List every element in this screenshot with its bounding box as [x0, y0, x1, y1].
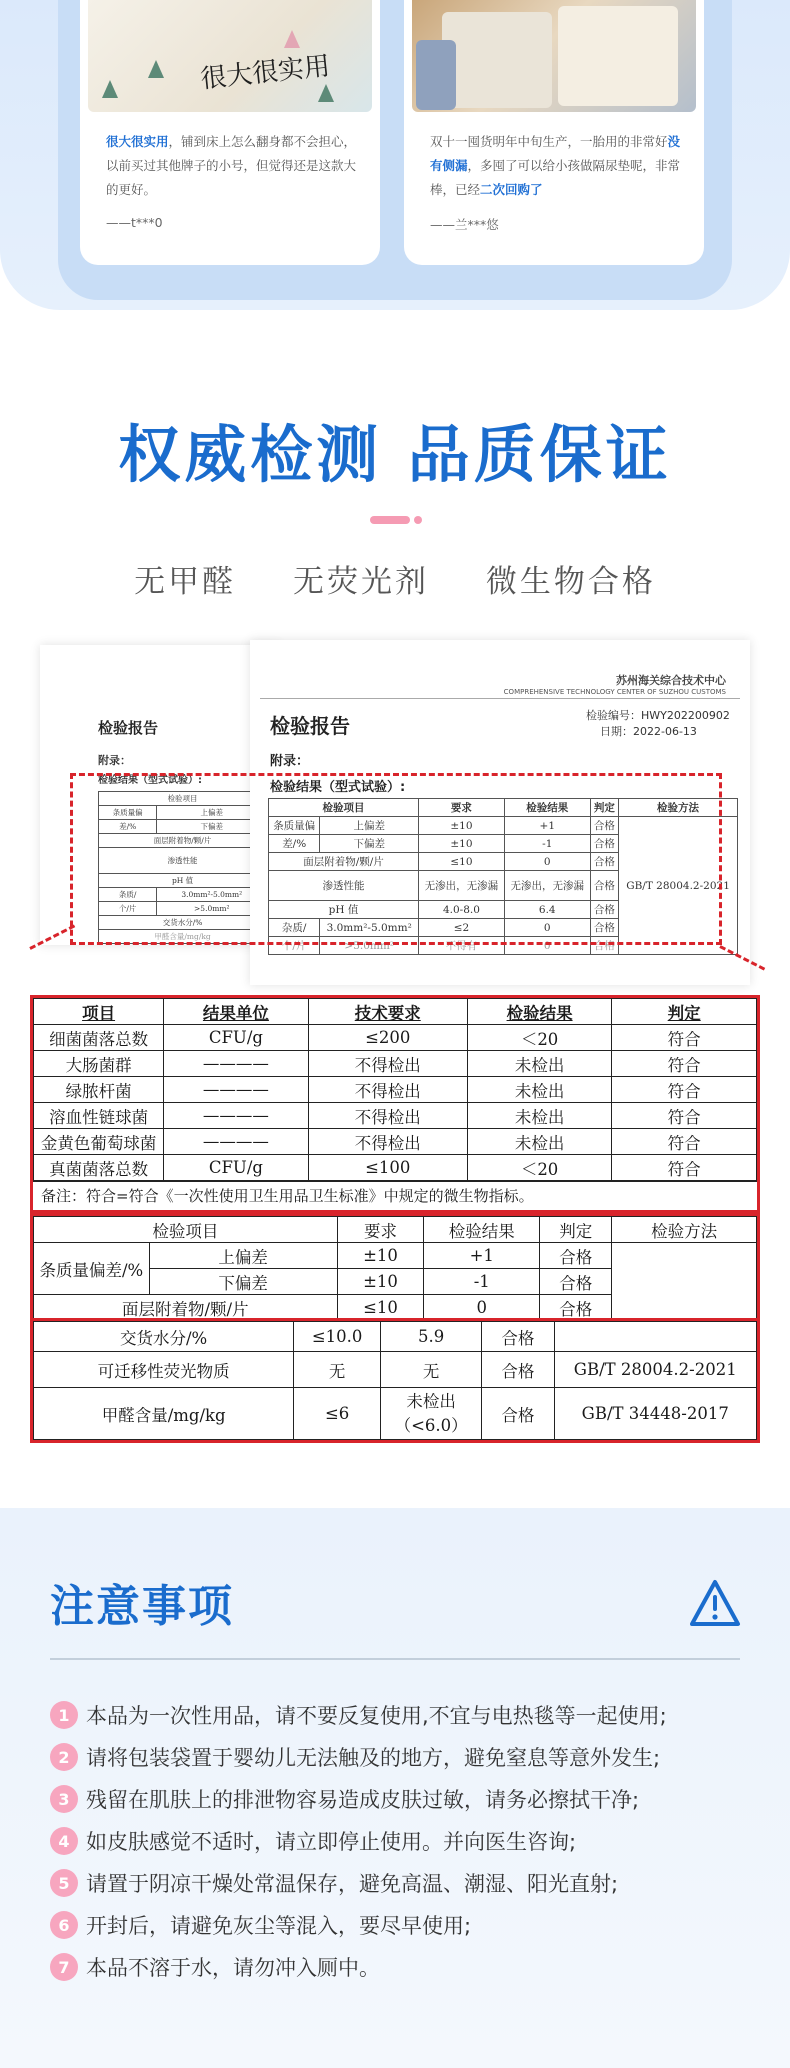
feature-label: 无甲醛 [134, 564, 237, 600]
review-text [430, 130, 686, 202]
col-header: 判定 [612, 999, 757, 1025]
list-item [50, 1778, 770, 1820]
list-item [50, 1862, 770, 1904]
title-underline-dash [370, 516, 410, 524]
review-highlight: 没有侧漏 [430, 134, 681, 173]
highlight-dashed-box [70, 773, 722, 945]
item-number-badge: 4 [50, 1827, 78, 1855]
col-header: 检验结果 [467, 999, 612, 1025]
item-number-badge: 3 [50, 1785, 78, 1813]
review-text [106, 130, 362, 202]
table-note: 备注：符合=符合《一次性使用卫生用品卫生标准》中规定的微生物指标。 [33, 1181, 757, 1210]
col-header: 检验结果 [424, 1217, 540, 1243]
list-item [50, 1904, 770, 1946]
report-result-label: 检验结果（型式试验）: [270, 780, 406, 795]
table-row: 条质量偏差/% 上偏差 ±10 +1 合格 [34, 1243, 757, 1269]
header-rule [260, 698, 740, 699]
table-row: 金黄色葡萄球菌 ———— 不得检出 未检出 符合 [34, 1129, 757, 1155]
list-item [50, 1736, 770, 1778]
tree-decoration [102, 80, 118, 98]
tree-decoration [148, 60, 164, 78]
report-result-label: 检验结果（型式试验）: [98, 775, 202, 786]
item-number-badge: 7 [50, 1953, 78, 1981]
table-row: 面层附着物/颗/片 ≤10 0 合格 [34, 1295, 757, 1321]
table-row: 绿脓杆菌 ———— 不得检出 未检出 符合 [34, 1077, 757, 1103]
table-row: 下偏差 ±10 -1 合格 [34, 1269, 757, 1295]
report-appendix: 附录： [98, 754, 131, 767]
review-highlight: 二次回购了 [480, 182, 543, 197]
feature-label: 无荧光剂 [293, 564, 429, 600]
quality-features [0, 556, 790, 601]
product-pack [416, 40, 456, 110]
notice-text: 本品不溶于水，请勿冲入厕中。 [86, 1956, 380, 1980]
review-photo [88, 0, 372, 112]
table-row: 溶血性链球菌 ———— 不得检出 未检出 符合 [34, 1103, 757, 1129]
list-item [50, 1820, 770, 1862]
tree-decoration [284, 30, 300, 48]
notice-text: 如皮肤感觉不适时，请立即停止使用。并向医生咨询; [86, 1830, 577, 1854]
table-row: 大肠菌群 ———— 不得检出 未检出 符合 [34, 1051, 757, 1077]
notice-text: 请置于阴凉干燥处常温保存，避免高温、潮湿、阳光直射; [86, 1872, 619, 1896]
review-body: ，铺到床上怎么翻身都不会担心，以前买过其他牌子的小号，但觉得还是这款大的更好。 [106, 134, 357, 197]
table-row: 交货水分/% ≤10.0 5.9 合格 [34, 1322, 757, 1352]
chemical-results-table [30, 1318, 760, 1443]
report-number: 检验编号：HWY202200902 [586, 709, 730, 722]
notice-list [50, 1694, 770, 1988]
notice-title: 注意事项 [50, 1581, 234, 1632]
notice-text: 开封后，请避免灰尘等混入，要尽早使用; [86, 1914, 472, 1938]
item-number-badge: 6 [50, 1911, 78, 1939]
spec-results-table [30, 1213, 760, 1324]
report-date: 日期：2022-06-13 [600, 725, 697, 738]
report-title: 检验报告 [98, 719, 159, 737]
review-highlight: 很大很实用 [106, 134, 169, 149]
col-header: 技术要求 [308, 999, 467, 1025]
list-item [50, 1946, 770, 1988]
notice-divider [50, 1658, 740, 1660]
review-section [0, 0, 790, 310]
review-card [80, 0, 380, 265]
report-org: 苏州海关综合技术中心 [616, 674, 726, 687]
review-card [404, 0, 704, 265]
notice-text: 本品为一次性用品，请不要反复使用,不宜与电热毯等一起使用; [86, 1704, 667, 1728]
notice-text: 残留在肌肤上的排泄物容易造成皮肤过敏，请务必擦拭干净; [86, 1788, 640, 1812]
review-photo [412, 0, 696, 112]
handwritten-caption: 很大很实用 [199, 51, 332, 95]
report-appendix: 附录： [270, 754, 310, 769]
feature-label: 微生物合格 [485, 564, 656, 600]
review-body: 双十一囤货明年中旬生产，一胎用的非常好 [430, 134, 668, 149]
item-number-badge: 5 [50, 1869, 78, 1897]
table-row: 细菌菌落总数 CFU/g ≤200 ＜20 符合 [34, 1025, 757, 1051]
col-header: 结果单位 [164, 999, 309, 1025]
col-header: 要求 [337, 1217, 424, 1243]
quality-title: 权威检测 品质保证 [118, 418, 672, 491]
review-author: ——t***0 [106, 215, 163, 230]
item-number-badge: 1 [50, 1701, 78, 1729]
report-title: 检验报告 [270, 714, 350, 738]
item-number-badge: 2 [50, 1743, 78, 1771]
table-row: 甲醛含量/mg/kg ≤6 未检出（<6.0） 合格 GB/T 34448-2017 [34, 1388, 757, 1440]
report-back-table: 检验项目 条质量偏 上偏差 差/% 下偏差 面层附着物/颗/片 渗透性能 pH 值 条质/ 3.0mm²-5.0mm² 个/片 >5.0mm² 交货水分/% 甲醛含量/mg/kg [98, 791, 288, 944]
col-header: 检验方法 [612, 1217, 757, 1243]
product-pack [442, 12, 552, 108]
warning-triangle-icon [688, 1578, 742, 1628]
report-front-table: 检验项目 要求 检验结果 判定 检验方法 条质量偏 上偏差 ±10 +1 合格 GB/T 28004.2-2021 差/% 下偏差 ±10 -1 合格 面层附着物/颗/片 ≤10 0 合格 渗透性能 无渗出，无渗漏 无渗出，无渗漏 合格 pH 值 4.0-8.0 6.4 合格 杂质/ 3.0mm²-5.0mm² ≤2 0 合格 个/片 >5.0mm² 不得有 0 合格 [268, 798, 738, 955]
col-header: 判定 [540, 1217, 612, 1243]
col-header: 项目 [34, 999, 164, 1025]
title-underline-dot [414, 516, 422, 524]
list-item [50, 1694, 770, 1736]
table-row: 真菌菌落总数 CFU/g ≤100 ＜20 符合 [34, 1155, 757, 1181]
review-body: ，多囤了可以给小孩做隔尿垫呢，非常棒，已经 [430, 158, 681, 197]
microbial-results-table [30, 995, 760, 1213]
product-pack [558, 6, 678, 106]
col-header: 检验项目 [34, 1217, 338, 1243]
review-author: ——兰***悠 [430, 217, 499, 232]
tree-decoration [318, 84, 334, 102]
notice-text: 请将包装袋置于婴幼儿无法触及的地方，避免窒息等意外发生; [86, 1746, 661, 1770]
report-org-en: COMPREHENSIVE TECHNOLOGY CENTER OF SUZHOU CUSTOMS [503, 688, 726, 696]
table-row: 可迁移性荧光物质 无 无 合格 GB/T 28004.2-2021 [34, 1352, 757, 1388]
